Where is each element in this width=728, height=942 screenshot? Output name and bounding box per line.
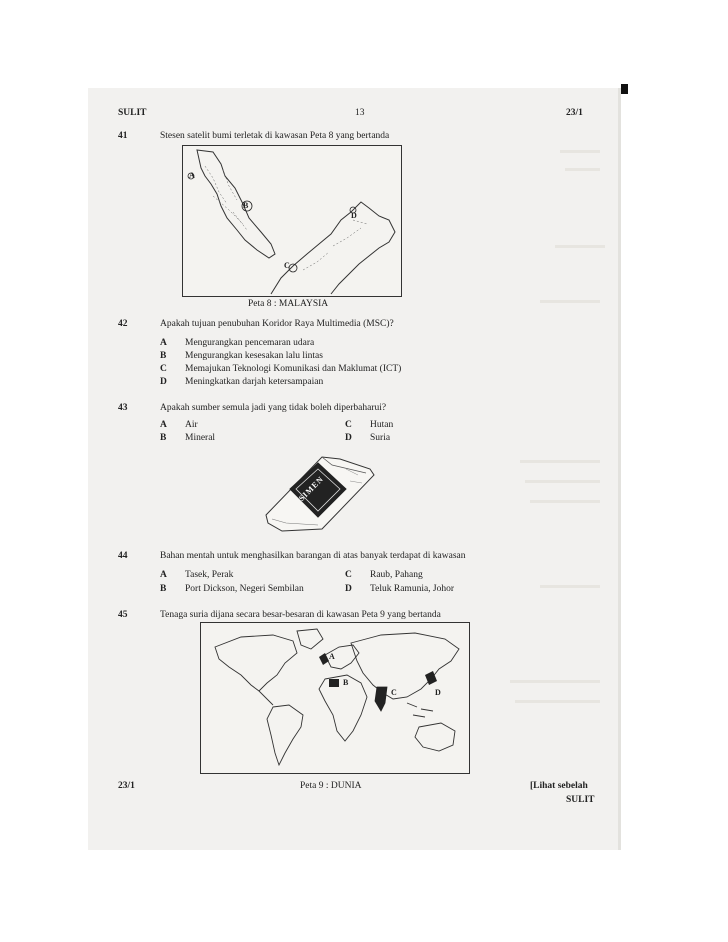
map9-label-a: A [329,652,335,661]
cement-bag-label: SIMEN [297,474,326,503]
q44-option-c-letter: C [345,570,352,580]
bleed-through-mark [540,300,600,303]
scan-edge-mark [621,84,628,94]
q43-option-c-letter: C [345,420,352,430]
q44-text: Bahan mentah untuk menghasilkan barangan di atas banyak terdapat di kawasan [160,551,466,561]
q43-number: 43 [118,403,128,413]
footer-code: 23/1 [118,781,135,791]
map-world [200,622,470,774]
map9-label-d: D [435,688,441,697]
q42-option-c: Memajukan Teknologi Komunikasi dan Maklumat (ICT) [185,364,402,374]
q44-option-d: Teluk Ramunia, Johor [370,584,455,594]
cement-bag-image [262,453,378,535]
bleed-through-mark [520,460,600,463]
q44-option-b-letter: B [160,584,167,594]
bleed-through-mark [555,245,605,248]
bleed-through-mark [515,700,600,703]
page-number: 13 [355,108,365,118]
q42-number: 42 [118,319,128,329]
header-sulit: SULIT [118,108,147,118]
bleed-through-mark [510,680,600,683]
bleed-through-mark [525,480,600,483]
q42-option-d-letter: D [160,377,167,387]
footer-next-page: [Lihat sebelah [530,781,588,791]
q42-text: Apakah tujuan penubuhan Koridor Raya Multimedia (MSC)? [160,319,394,329]
map8-label-d: D [351,211,357,220]
q42-option-b: Mengurangkan kesesakan lalu lintas [185,351,323,361]
bleed-through-mark [530,500,600,503]
map8-caption: Peta 8 : MALAYSIA [248,299,329,309]
bleed-through-mark [565,168,600,171]
q42-option-b-letter: B [160,351,167,361]
q43-option-d-letter: D [345,433,352,443]
q44-option-d-letter: D [345,584,352,594]
map9-caption: Peta 9 : DUNIA [300,781,362,791]
map9-label-c: C [391,688,397,697]
page-edge-shadow [618,88,621,850]
map8-label-b: B [243,201,249,210]
q42-option-d: Meningkatkan darjah ketersampaian [185,377,324,387]
q43-option-d: Suria [370,433,391,443]
map8-label-a: A [189,171,195,180]
q44-option-b: Port Dickson, Negeri Sembilan [185,584,304,594]
q43-option-c: Hutan [370,420,394,430]
q44-number: 44 [118,551,128,561]
bleed-through-mark [540,585,600,588]
q45-number: 45 [118,610,128,620]
q45-text: Tenaga suria dijana secara besar-besaran di kawasan Peta 9 yang bertanda [160,610,441,620]
map9-label-b: B [343,678,349,687]
map-malaysia [182,145,402,297]
q43-option-b-letter: B [160,433,167,443]
q43-text: Apakah sumber semula jadi yang tidak boleh diperbaharui? [160,403,387,413]
q42-option-c-letter: C [160,364,167,374]
q44-option-a: Tasek, Perak [185,570,234,580]
q44-option-a-letter: A [160,570,167,580]
q41-text: Stesen satelit bumi terletak di kawasan Peta 8 yang bertanda [160,131,390,141]
map8-label-c: C [284,261,290,270]
q41-number: 41 [118,131,128,141]
header-code: 23/1 [566,108,583,118]
q42-option-a-letter: A [160,338,167,348]
q43-option-a: Air [185,420,198,430]
q44-option-c: Raub, Pahang [370,570,423,580]
q42-option-a: Mengurangkan pencemaran udara [185,338,315,348]
q43-option-a-letter: A [160,420,167,430]
footer-sulit: SULIT [566,795,595,805]
bleed-through-mark [560,150,600,153]
q43-option-b: Mineral [185,433,216,443]
